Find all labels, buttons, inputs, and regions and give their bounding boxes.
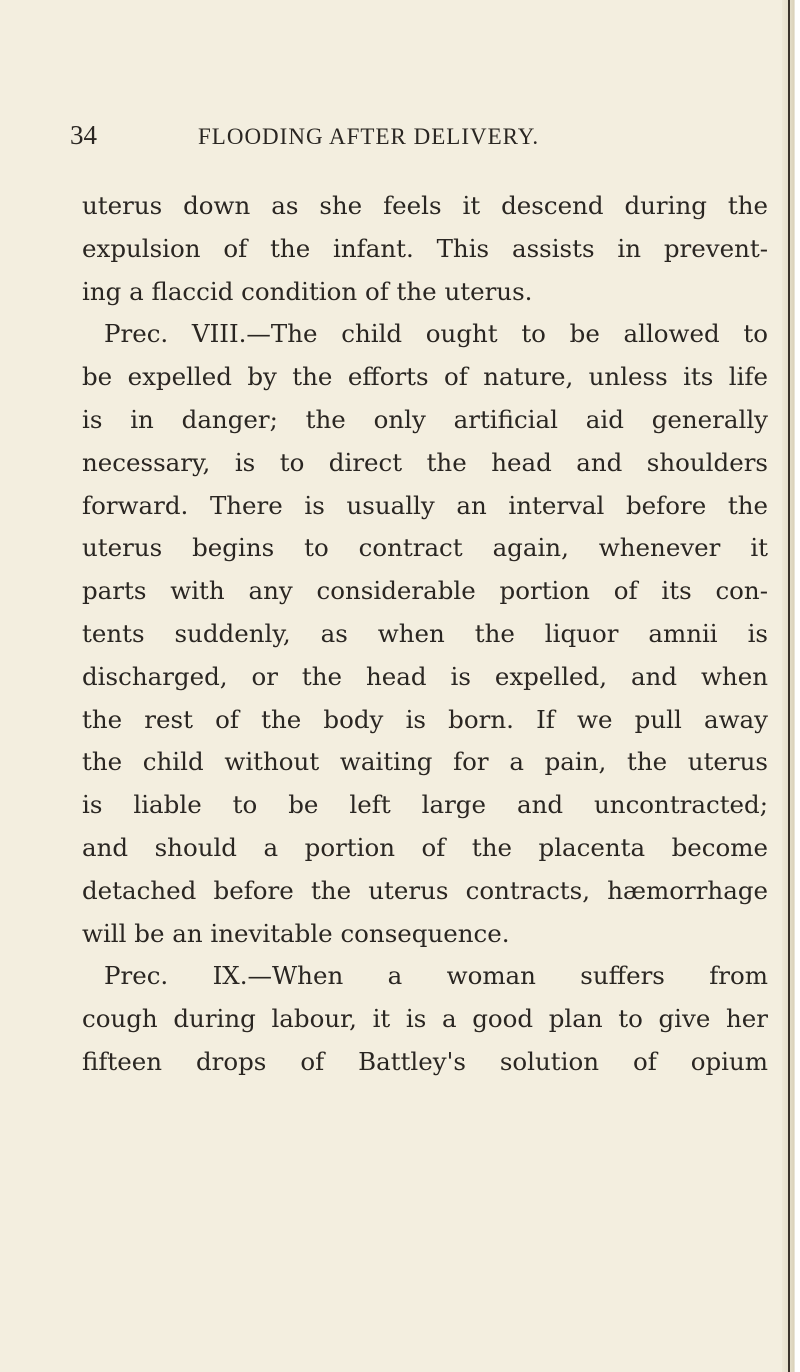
text-line: fifteen drops of Battley's solution of opium xyxy=(82,1046,768,1076)
text-line: be expelled by the efforts of nature, unless its life xyxy=(82,362,768,392)
page-header xyxy=(70,120,710,160)
text-line: and should a portion of the placenta become xyxy=(82,832,768,862)
text-line: ing a flaccid condition of the uterus. xyxy=(82,276,533,306)
page-number: 34 xyxy=(70,120,97,150)
text-line: parts with any considerable portion of its con- xyxy=(82,576,768,606)
text-line: Prec. VIII.—The child ought to be allowed to xyxy=(104,319,768,349)
text-line: uterus begins to contract again, whenever it xyxy=(82,533,768,563)
text-line: discharged, or the head is expelled, and when xyxy=(82,661,768,691)
page-edge xyxy=(782,0,800,1372)
text-line: forward. There is usually an interval before the xyxy=(82,490,768,520)
text-line: Prec. IX.—When a woman suffers from xyxy=(104,961,768,991)
text-line: will be an inevitable consequence. xyxy=(82,918,510,948)
page-edge-line xyxy=(788,0,790,1372)
text-line: the rest of the body is born. If we pull away xyxy=(82,704,768,734)
text-line: uterus down as she feels it descend during the xyxy=(82,191,768,220)
text-line: necessary, is to direct the head and shoulders xyxy=(82,447,768,477)
text-line: the child without waiting for a pain, the uterus xyxy=(82,747,768,777)
text-line: is in danger; the only artificial aid generally xyxy=(82,404,768,434)
text-line: detached before the uterus contracts, hæmorrhage xyxy=(82,875,768,905)
text-line: cough during labour, it is a good plan to give her xyxy=(82,1004,768,1034)
text-line: is liable to be left large and uncontracted; xyxy=(82,790,768,820)
text-line: tents suddenly, as when the liquor amnii is xyxy=(82,618,768,648)
running-head: FLOODING AFTER DELIVERY. xyxy=(198,124,540,149)
body-text xyxy=(82,185,768,1084)
text-line: expulsion of the infant. This assists in prevent- xyxy=(82,233,768,263)
